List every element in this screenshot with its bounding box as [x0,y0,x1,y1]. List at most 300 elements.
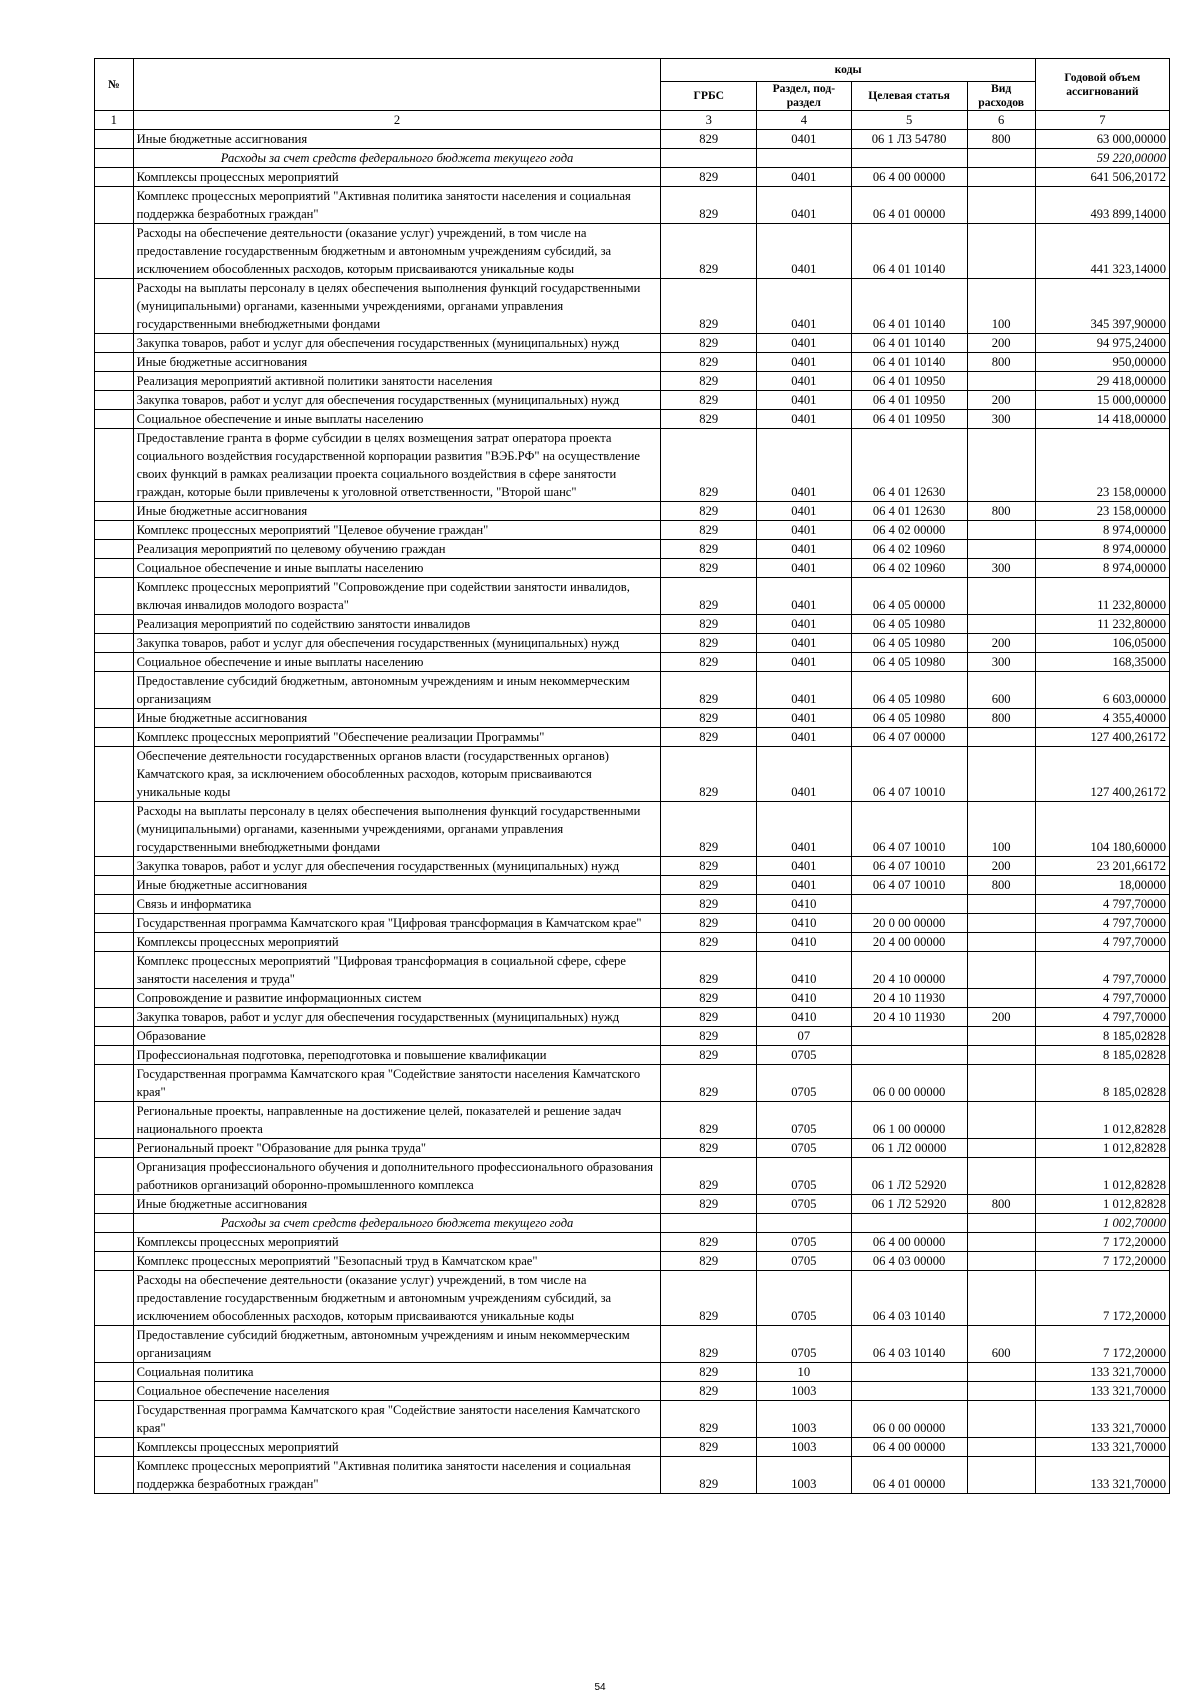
cell-vr [967,429,1035,502]
cell-num [95,952,134,989]
cell-vr [967,372,1035,391]
cell-name: Предоставление гранта в форме субсидии в целях возмещения затрат оператора проекта социального воздействия государственной корпорации развития "ВЭБ.РФ" на осуществление своих функций в рамках реализации проекта социального воздействия в сфере занятости граждан, которые были привлечены к уголовной ответственности, "Второй шанс" [133,429,661,502]
cell-rz: 0401 [757,709,852,728]
cell-num [95,653,134,672]
cell-name: Комплексы процессных мероприятий [133,168,661,187]
cell-grbs: 829 [661,876,757,895]
cell-sum: 4 797,70000 [1035,989,1169,1008]
table-row [95,410,1170,429]
table-row [95,1008,1170,1027]
table-row [95,578,1170,615]
cell-sum: 4 797,70000 [1035,952,1169,989]
cell-cs: 06 4 01 00000 [851,187,967,224]
cell-sum: 493 899,14000 [1035,187,1169,224]
cell-name: Профессиональная подготовка, переподготовка и повышение квалификации [133,1046,661,1065]
cell-rz: 10 [757,1363,852,1382]
cell-vr: 300 [967,653,1035,672]
cell-num [95,1139,134,1158]
cell-cs: 06 4 01 12630 [851,429,967,502]
cell-vr [967,1214,1035,1233]
cell-num [95,989,134,1008]
cell-name: Закупка товаров, работ и услуг для обеспечения государственных (муниципальных) нужд [133,334,661,353]
cell-grbs: 829 [661,1252,757,1271]
cell-name: Региональный проект "Образование для рынка труда" [133,1139,661,1158]
cell-sum: 441 323,14000 [1035,224,1169,279]
cell-grbs: 829 [661,747,757,802]
cell-cs: 06 4 01 12630 [851,502,967,521]
cell-rz: 0401 [757,728,852,747]
table-row [95,279,1170,334]
cell-grbs: 829 [661,1139,757,1158]
cell-name: Расходы на обеспечение деятельности (оказание услуг) учреждений, в том числе на предоставление государственным бюджетным и автономным учреждениям субсидий, за исключением обособленных расходов, которым присваиваются уникальные коды [133,224,661,279]
cell-rz: 0401 [757,353,852,372]
cell-num [95,1457,134,1494]
cell-name: Государственная программа Камчатского края "Содействие занятости населения Камчатского края" [133,1401,661,1438]
cell-sum: 133 321,70000 [1035,1401,1169,1438]
cell-sum: 6 603,00000 [1035,672,1169,709]
cell-sum: 133 321,70000 [1035,1363,1169,1382]
table-row [95,653,1170,672]
cell-num [95,802,134,857]
cell-num [95,1382,134,1401]
cell-name: Закупка товаров, работ и услуг для обеспечения государственных (муниципальных) нужд [133,391,661,410]
cell-rz: 0705 [757,1065,852,1102]
table-row [95,540,1170,559]
cell-sum: 94 975,24000 [1035,334,1169,353]
cell-rz: 0410 [757,895,852,914]
cell-name: Реализация мероприятий по целевому обучению граждан [133,540,661,559]
cell-grbs: 829 [661,521,757,540]
cell-cs: 06 4 03 00000 [851,1252,967,1271]
cell-vr: 800 [967,709,1035,728]
cell-grbs: 829 [661,1008,757,1027]
table-row [95,559,1170,578]
cell-cs: 06 4 01 00000 [851,1457,967,1494]
cell-cs: 06 4 07 10010 [851,747,967,802]
cell-cs: 06 4 07 10010 [851,802,967,857]
cell-num [95,747,134,802]
cell-grbs: 829 [661,895,757,914]
cell-name: Комплекс процессных мероприятий "Активная политика занятости населения и социальная поддержка безработных граждан" [133,187,661,224]
cell-name: Закупка товаров, работ и услуг для обеспечения государственных (муниципальных) нужд [133,1008,661,1027]
table-header [95,59,1170,130]
cell-vr: 300 [967,559,1035,578]
cell-grbs: 829 [661,989,757,1008]
cell-grbs: 829 [661,1027,757,1046]
table-row [95,130,1170,149]
cell-name: Региональные проекты, направленные на достижение целей, показателей и решение задач национального проекта [133,1102,661,1139]
cell-name: Иные бюджетные ассигнования [133,1195,661,1214]
cell-sum: 133 321,70000 [1035,1438,1169,1457]
cell-num [95,914,134,933]
cell-name: Комплекс процессных мероприятий "Активная политика занятости населения и социальная поддержка безработных граждан" [133,1457,661,1494]
cell-grbs: 829 [661,1195,757,1214]
cell-grbs [661,1214,757,1233]
table-row [95,989,1170,1008]
cell-rz: 0401 [757,802,852,857]
cell-name: Закупка товаров, работ и услуг для обеспечения государственных (муниципальных) нужд [133,857,661,876]
cell-cs: 06 1 Л2 00000 [851,1139,967,1158]
cell-rz: 0705 [757,1139,852,1158]
cell-grbs: 829 [661,933,757,952]
cell-sum: 345 397,90000 [1035,279,1169,334]
cell-sum: 1 012,82828 [1035,1158,1169,1195]
cell-rz: 0401 [757,634,852,653]
cell-grbs: 829 [661,1382,757,1401]
cell-vr [967,1233,1035,1252]
table-row [95,634,1170,653]
cell-num [95,1158,134,1195]
table-row [95,615,1170,634]
cell-name: Расходы на обеспечение деятельности (оказание услуг) учреждений, в том числе на предоставление государственным бюджетным и автономным учреждениям субсидий, за исключением обособленных расходов, которым присваиваются уникальные коды [133,1271,661,1326]
column-index: 3 [661,111,757,130]
cell-rz: 0410 [757,952,852,989]
cell-rz: 0410 [757,1008,852,1027]
header-vid-line2: расходов [978,96,1024,109]
cell-rz: 0705 [757,1233,852,1252]
column-index-row [95,111,1170,130]
table-row [95,372,1170,391]
column-index: 7 [1035,111,1169,130]
cell-sum: 1 012,82828 [1035,1102,1169,1139]
cell-name: Комплекс процессных мероприятий "Обеспечение реализации Программы" [133,728,661,747]
cell-num [95,1008,134,1027]
cell-rz: 0401 [757,857,852,876]
table-row [95,709,1170,728]
table-row [95,1401,1170,1438]
cell-vr: 100 [967,279,1035,334]
table-row [95,876,1170,895]
cell-name: Социальное обеспечение и иные выплаты населению [133,559,661,578]
cell-rz: 1003 [757,1401,852,1438]
cell-name: Связь и информатика [133,895,661,914]
cell-cs: 20 4 00 00000 [851,933,967,952]
cell-num [95,540,134,559]
cell-num [95,857,134,876]
table-row [95,224,1170,279]
cell-rz: 1003 [757,1438,852,1457]
cell-rz: 0401 [757,224,852,279]
table-row [95,187,1170,224]
cell-sum: 1 002,70000 [1035,1214,1169,1233]
cell-sum: 8 974,00000 [1035,559,1169,578]
cell-name: Социальное обеспечение и иные выплаты населению [133,653,661,672]
header-razdel [757,82,852,111]
cell-name: Расходы за счет средств федерального бюджета текущего года [133,149,661,168]
cell-sum: 168,35000 [1035,653,1169,672]
cell-sum: 23 158,00000 [1035,502,1169,521]
cell-rz: 0410 [757,989,852,1008]
column-index: 4 [757,111,852,130]
cell-num [95,1326,134,1363]
cell-rz: 0401 [757,615,852,634]
column-index: 2 [133,111,661,130]
cell-sum: 23 201,66172 [1035,857,1169,876]
cell-cs: 06 4 07 10010 [851,876,967,895]
cell-name: Расходы на выплаты персоналу в целях обеспечения выполнения функций государственными (муниципальными) органами, казенными учреждениями, органами управления государственными внебюджетными фондами [133,802,661,857]
cell-rz: 0401 [757,876,852,895]
cell-num [95,429,134,502]
cell-sum: 8 974,00000 [1035,540,1169,559]
table-row [95,1457,1170,1494]
cell-rz: 0401 [757,168,852,187]
cell-cs [851,1046,967,1065]
cell-vr [967,1363,1035,1382]
cell-name: Комплекс процессных мероприятий "Сопровождение при содействии занятости инвалидов, включая инвалидов молодого возраста" [133,578,661,615]
table-row [95,672,1170,709]
cell-vr [967,747,1035,802]
table-row [95,168,1170,187]
cell-grbs: 829 [661,429,757,502]
cell-grbs: 829 [661,130,757,149]
cell-rz: 0401 [757,372,852,391]
cell-cs: 06 4 00 00000 [851,168,967,187]
cell-num [95,224,134,279]
cell-name: Комплексы процессных мероприятий [133,933,661,952]
cell-num [95,1046,134,1065]
cell-cs: 06 4 05 10980 [851,653,967,672]
note-row [95,149,1170,168]
cell-name: Социальное обеспечение населения [133,1382,661,1401]
header-sum-line1: Годовой объем [1064,70,1141,84]
cell-name: Комплексы процессных мероприятий [133,1233,661,1252]
cell-cs [851,1382,967,1401]
cell-sum: 18,00000 [1035,876,1169,895]
header-razdel-line2: раздел [786,96,821,109]
cell-name: Реализация мероприятий активной политики занятости населения [133,372,661,391]
header-sum-line2: ассигнований [1066,84,1139,98]
cell-num [95,1438,134,1457]
cell-vr: 200 [967,857,1035,876]
cell-vr [967,540,1035,559]
cell-sum: 7 172,20000 [1035,1233,1169,1252]
cell-vr [967,1102,1035,1139]
table-row [95,521,1170,540]
table-row [95,502,1170,521]
cell-vr [967,1139,1035,1158]
table-row [95,728,1170,747]
cell-name: Социальная политика [133,1363,661,1382]
cell-rz: 0401 [757,747,852,802]
header-grbs: ГРБС [661,82,757,111]
cell-vr [967,895,1035,914]
cell-cs: 06 4 00 00000 [851,1438,967,1457]
cell-sum: 7 172,20000 [1035,1326,1169,1363]
cell-name: Социальное обеспечение и иные выплаты населению [133,410,661,429]
cell-grbs: 829 [661,709,757,728]
cell-name: Комплекс процессных мероприятий "Целевое обучение граждан" [133,521,661,540]
cell-cs: 20 4 10 11930 [851,1008,967,1027]
cell-num [95,933,134,952]
cell-rz [757,1214,852,1233]
cell-cs: 06 4 01 10950 [851,391,967,410]
cell-num [95,1065,134,1102]
cell-num [95,615,134,634]
cell-rz: 0401 [757,279,852,334]
cell-grbs: 829 [661,502,757,521]
cell-cs: 06 4 07 00000 [851,728,967,747]
cell-num [95,559,134,578]
cell-num [95,334,134,353]
cell-name: Организация профессионального обучения и дополнительного профессионального образования работников организаций оборонно-промышленного комплекса [133,1158,661,1195]
table-row [95,1027,1170,1046]
table-row [95,1139,1170,1158]
cell-rz [757,149,852,168]
table-row [95,1382,1170,1401]
cell-sum: 29 418,00000 [1035,372,1169,391]
cell-cs: 06 1 Л3 54780 [851,130,967,149]
cell-cs: 06 4 00 00000 [851,1233,967,1252]
cell-name: Обеспечение деятельности государственных органов власти (государственных органов) Камчатского края, за исключением обособленных расходов, которым присваиваются уникальные коды [133,747,661,802]
cell-sum: 8 974,00000 [1035,521,1169,540]
cell-sum: 4 797,70000 [1035,914,1169,933]
cell-num [95,130,134,149]
cell-sum: 4 355,40000 [1035,709,1169,728]
column-index: 1 [95,111,134,130]
cell-cs: 06 4 07 10010 [851,857,967,876]
cell-sum: 7 172,20000 [1035,1271,1169,1326]
cell-sum: 11 232,80000 [1035,578,1169,615]
table-row [95,1046,1170,1065]
cell-cs: 20 4 10 00000 [851,952,967,989]
cell-sum: 59 220,00000 [1035,149,1169,168]
cell-name: Реализация мероприятий по содействию занятости инвалидов [133,615,661,634]
cell-cs: 06 4 03 10140 [851,1271,967,1326]
cell-grbs: 829 [661,857,757,876]
cell-num [95,1233,134,1252]
cell-num [95,895,134,914]
cell-vr [967,989,1035,1008]
cell-grbs: 829 [661,634,757,653]
cell-num [95,1252,134,1271]
cell-cs [851,895,967,914]
cell-cs: 06 4 02 00000 [851,521,967,540]
cell-sum: 106,05000 [1035,634,1169,653]
cell-vr [967,1382,1035,1401]
table-row [95,1363,1170,1382]
cell-num [95,728,134,747]
cell-name: Иные бюджетные ассигнования [133,709,661,728]
table-row [95,952,1170,989]
cell-vr [967,1271,1035,1326]
cell-cs: 06 4 01 10140 [851,353,967,372]
header-name [133,59,661,111]
cell-num [95,634,134,653]
cell-rz: 0705 [757,1046,852,1065]
cell-cs: 06 4 05 10980 [851,672,967,709]
cell-sum: 127 400,26172 [1035,747,1169,802]
column-index: 6 [967,111,1035,130]
cell-cs: 06 4 01 10140 [851,334,967,353]
cell-grbs: 829 [661,1326,757,1363]
table-row [95,857,1170,876]
cell-rz: 1003 [757,1457,852,1494]
cell-sum: 8 185,02828 [1035,1065,1169,1102]
cell-vr: 100 [967,802,1035,857]
table-row [95,1195,1170,1214]
cell-num [95,578,134,615]
cell-grbs: 829 [661,353,757,372]
cell-cs: 06 4 03 10140 [851,1326,967,1363]
cell-vr [967,149,1035,168]
cell-vr [967,728,1035,747]
header-sum [1035,59,1169,111]
cell-num [95,1027,134,1046]
cell-name: Государственная программа Камчатского края "Содействие занятости населения Камчатского края" [133,1065,661,1102]
cell-vr [967,1438,1035,1457]
cell-cs: 06 1 Л2 52920 [851,1195,967,1214]
cell-grbs: 829 [661,1158,757,1195]
cell-name: Сопровождение и развитие информационных систем [133,989,661,1008]
cell-num [95,521,134,540]
cell-grbs: 829 [661,559,757,578]
cell-grbs: 829 [661,279,757,334]
cell-num [95,1271,134,1326]
cell-grbs: 829 [661,1438,757,1457]
table-row [95,1158,1170,1195]
cell-name: Образование [133,1027,661,1046]
cell-sum: 15 000,00000 [1035,391,1169,410]
cell-vr: 800 [967,1195,1035,1214]
cell-vr [967,1046,1035,1065]
cell-grbs: 829 [661,410,757,429]
cell-sum: 4 797,70000 [1035,933,1169,952]
cell-rz: 0401 [757,187,852,224]
cell-vr [967,615,1035,634]
cell-grbs: 829 [661,952,757,989]
table-row [95,1252,1170,1271]
cell-name: Предоставление субсидий бюджетным, автономным учреждениям и иным некоммерческим организациям [133,1326,661,1363]
cell-grbs: 829 [661,1046,757,1065]
table-row [95,1065,1170,1102]
cell-num [95,391,134,410]
cell-name: Комплексы процессных мероприятий [133,1438,661,1457]
cell-grbs: 829 [661,1233,757,1252]
cell-name: Расходы за счет средств федерального бюджета текущего года [133,1214,661,1233]
cell-num [95,1363,134,1382]
cell-grbs: 829 [661,1102,757,1139]
table-body [95,130,1170,1494]
table-row [95,1326,1170,1363]
cell-rz: 0401 [757,578,852,615]
cell-grbs: 829 [661,1457,757,1494]
cell-vr [967,168,1035,187]
cell-cs: 20 4 10 11930 [851,989,967,1008]
cell-grbs: 829 [661,1363,757,1382]
header-num: № [95,59,134,111]
cell-num [95,502,134,521]
cell-grbs: 829 [661,1401,757,1438]
table-row [95,429,1170,502]
cell-cs [851,1214,967,1233]
cell-rz: 0705 [757,1158,852,1195]
cell-vr [967,1401,1035,1438]
cell-cs: 06 4 01 10140 [851,279,967,334]
cell-rz: 0401 [757,130,852,149]
table-row [95,933,1170,952]
cell-vr: 800 [967,502,1035,521]
cell-grbs: 829 [661,372,757,391]
cell-num [95,672,134,709]
cell-rz: 1003 [757,1382,852,1401]
cell-cs [851,1027,967,1046]
cell-grbs: 829 [661,224,757,279]
cell-cs: 06 4 02 10960 [851,540,967,559]
cell-rz: 0705 [757,1102,852,1139]
cell-grbs: 829 [661,615,757,634]
cell-num [95,372,134,391]
cell-name: Комплекс процессных мероприятий "Безопасный труд в Камчатском крае" [133,1252,661,1271]
